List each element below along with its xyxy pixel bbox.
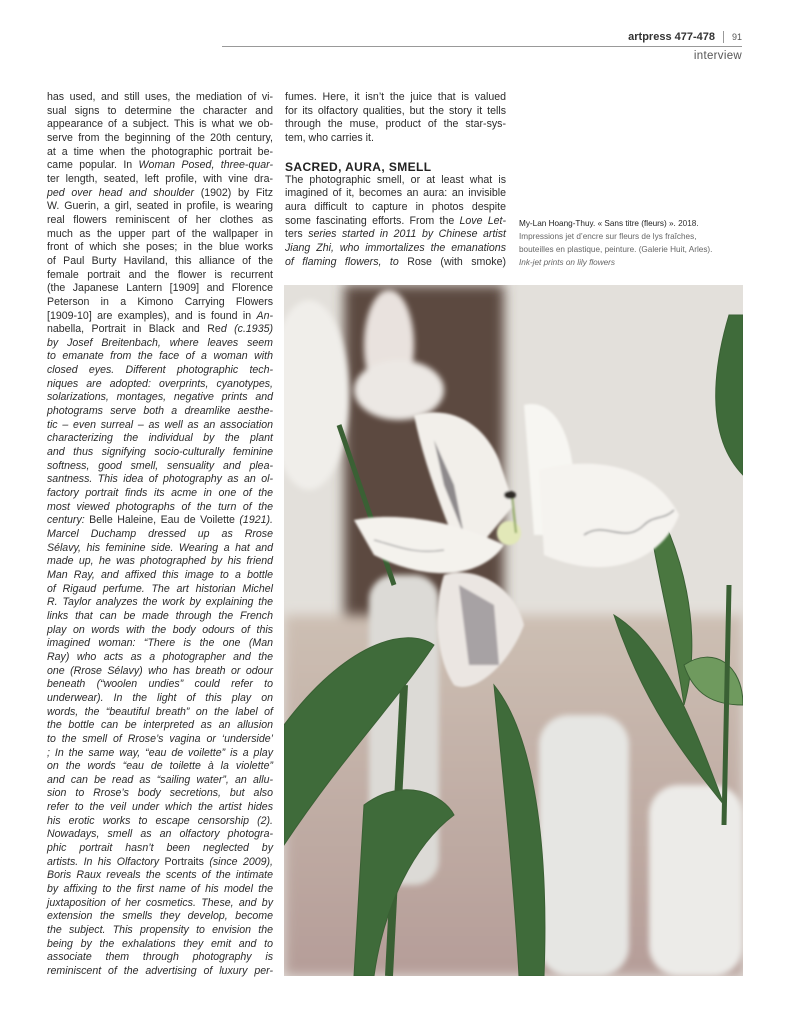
text-line — [47, 965, 273, 979]
text-line — [47, 487, 273, 501]
text-line — [47, 200, 273, 214]
text-line — [47, 255, 273, 269]
text-line — [47, 624, 273, 638]
italic-title: closed eyes. Different photographic tech- — [47, 364, 273, 377]
text-line — [47, 364, 273, 378]
italic-title: An- — [256, 309, 273, 322]
text-line — [47, 951, 273, 965]
photo-caption — [519, 217, 759, 269]
text-line — [47, 610, 273, 624]
text-run: front of which she poses; in the blue works — [47, 241, 273, 254]
text-line — [47, 187, 273, 201]
italic-title: characterizing the individual by the plant — [47, 432, 273, 445]
text-line — [285, 174, 506, 188]
text-line — [47, 924, 273, 938]
text-line — [47, 159, 273, 173]
text-line — [47, 337, 273, 351]
text-line — [47, 391, 273, 405]
text-run: Belle Haleine, Eau de Voilette — [89, 514, 235, 527]
italic-title: extension the smells they develop, become — [47, 910, 273, 923]
text-line — [47, 542, 273, 556]
italic-title: Sélavy, his feminine side. Wearing a hat and — [47, 541, 273, 554]
text-line — [47, 828, 273, 842]
text-line — [47, 678, 273, 692]
text-line — [47, 569, 273, 583]
italic-title: associate them through photography is — [47, 951, 273, 964]
italic-title: photograms serve both a dreamlike aesthe- — [47, 405, 273, 418]
text-line — [47, 869, 273, 883]
italic-title: Love Let- — [459, 214, 507, 227]
text-line — [47, 269, 273, 283]
text-line — [285, 91, 506, 105]
italic-title: niques are adopted: overprints, cyanotypes, — [47, 377, 273, 390]
text-line — [47, 842, 273, 856]
page-header — [222, 30, 742, 62]
text-run: ter length, seated, left profile, with vine dra- — [47, 172, 273, 185]
italic-title: beneath (“woolen undies” could refer to — [47, 678, 273, 691]
text-line — [47, 692, 273, 706]
text-line — [47, 787, 273, 801]
text-line — [285, 105, 506, 119]
italic-title: series started in 2011 by Chinese artist — [302, 228, 506, 241]
italic-title: the subject. This propensity to envision the — [47, 924, 273, 937]
text-line — [47, 938, 273, 952]
italic-title: R. Taylor analyzes the work by explaining the — [47, 596, 273, 609]
italic-title: Woman Posed, three-quar- — [138, 159, 273, 172]
text-run: imagined of it, becomes an aura: an invisible — [285, 187, 506, 200]
text-line — [47, 514, 273, 528]
text-run: Rose (with smoke) — [407, 255, 506, 268]
text-run: nabella, Portrait in Black and Re — [47, 323, 221, 336]
left-column-text — [47, 91, 273, 979]
italic-title: Nowadays, smell as an olfactory photogra- — [47, 828, 273, 841]
italic-title: (1921). — [234, 514, 273, 527]
text-line — [47, 350, 273, 364]
italic-title: factory portrait finds its acme in one of the — [47, 487, 273, 500]
text-line — [47, 132, 273, 146]
italic-title: imagined woman: “There is the one (Man — [47, 637, 273, 650]
text-run: at a time when the photographic portrait be- — [47, 145, 273, 158]
text-line — [47, 228, 273, 242]
lily-photo-illustration — [284, 285, 743, 976]
italic-title: Jiang Zhi, who immortalizes the emanations — [285, 241, 506, 254]
text-line — [47, 747, 273, 761]
text-line — [47, 583, 273, 597]
text-line — [285, 242, 506, 256]
text-line — [285, 187, 506, 201]
text-line — [47, 296, 273, 310]
text-line — [47, 378, 273, 392]
text-run: real flowers reminiscent of her clothes as — [47, 213, 273, 226]
italic-title: words, the “beautiful breath” on the label of — [47, 705, 273, 718]
italic-title: underwear). In the light of this play on — [47, 691, 273, 704]
text-line — [47, 405, 273, 419]
italic-title: softness, good smell, sensuality and plea- — [47, 459, 273, 472]
text-line — [47, 815, 273, 829]
text-run: some fascinating efforts. From the — [285, 214, 460, 227]
italic-title: most viewed photographs of the turn of the — [47, 500, 273, 513]
text-line — [47, 446, 273, 460]
text-line — [47, 118, 273, 132]
text-run: of Paul Burty Haviland, this alliance of the — [47, 254, 273, 267]
text-line — [47, 637, 273, 651]
magazine-title: artpress 477-478 — [628, 31, 715, 43]
italic-title: sion to Rrose’s body secretions, but also — [47, 787, 273, 800]
text-run: through the muse, product of the star-sys- — [285, 118, 506, 131]
italic-title: links that can be made through the French — [47, 609, 273, 622]
text-run: (the Japanese Lantern [1909] and Florence — [47, 282, 273, 295]
text-line — [47, 241, 273, 255]
italic-title: solarizations, montages, negative prints and — [47, 391, 273, 404]
text-line — [47, 706, 273, 720]
header-rule — [222, 46, 742, 47]
text-line — [47, 460, 273, 474]
italic-title: on the words “eau de toilette à la violette” — [47, 760, 273, 773]
text-line — [47, 146, 273, 160]
text-line — [47, 596, 273, 610]
text-line — [285, 215, 506, 229]
italic-title: being by the exhalations they emit and to — [47, 937, 273, 950]
italic-title: one (Rrose Sélavy) who has breath or odour — [47, 664, 273, 677]
italic-title: and can be read as “sailing water”, an allu- — [47, 773, 273, 786]
text-line — [47, 105, 273, 119]
text-line — [47, 528, 273, 542]
text-line — [47, 419, 273, 433]
italic-title: of flaming flowers, to — [285, 255, 408, 268]
italic-title: phic portrait hasn’t been neglected by — [47, 842, 273, 855]
text-run: has used, and still uses, the mediation of vi- — [47, 91, 273, 103]
text-line — [47, 173, 273, 187]
italic-title: of Rigaud perfume. The art historian Michel — [47, 582, 273, 595]
italic-title: tic – even surreal – as well as an association — [47, 418, 273, 431]
italic-title: his erotic works to escape censorship (2). — [47, 814, 273, 827]
text-line — [47, 774, 273, 788]
italic-title: to emanate from the face of a woman with — [47, 350, 273, 363]
caption-year: 2018. — [675, 219, 699, 228]
italic-title: Boris Raux reveals the scents of the intimate — [47, 869, 273, 882]
text-line — [47, 501, 273, 515]
text-line — [47, 214, 273, 228]
page-number: 91 — [731, 32, 742, 42]
text-line — [285, 118, 506, 132]
middle-column-intro — [285, 91, 506, 146]
italic-title: santness. This idea of photography as an ol- — [47, 473, 273, 486]
text-run: fumes. Here, it isn’t the juice that is valued — [285, 91, 506, 103]
text-run: serve from the beginning of the 20th century, — [47, 131, 273, 144]
text-run: tem, who carries it. — [285, 131, 374, 144]
text-run: W. Guerin, a girl, seated in profile, is wearing — [47, 200, 273, 213]
italic-title: to the smell of Rrose’s vagina or ‘underside’ — [47, 732, 273, 745]
text-line — [47, 91, 273, 105]
text-run: Portraits — [164, 855, 204, 868]
text-run: much as the upper part of the wallpaper in — [47, 227, 273, 240]
text-run: [1909-10] are examples), and is found in — [47, 309, 257, 322]
text-line — [47, 555, 273, 569]
text-line — [47, 910, 273, 924]
text-line — [47, 801, 273, 815]
caption-line-french-1: Impressions jet d’encre sur fleurs de lys fraîches, — [519, 232, 697, 241]
caption-line-french-2: bouteilles en plastique, peinture. (Galerie Huit, Arles). — [519, 245, 713, 254]
text-run: (1902) by Fitz — [194, 186, 273, 199]
text-line — [47, 760, 273, 774]
text-line — [47, 432, 273, 446]
text-line — [47, 310, 273, 324]
text-run: Peterson in a Kimono Carrying Flowers — [47, 295, 273, 308]
italic-title: century: — [47, 514, 90, 527]
text-run: ters — [285, 228, 303, 241]
italic-title: by affixing to the first name of his model the — [47, 883, 273, 896]
italic-title: the bottle can be interpreted as an allusion — [47, 719, 273, 732]
middle-column-text — [285, 91, 506, 269]
text-run: The photographic smell, or at least what is — [285, 173, 506, 186]
text-run: aura difficult to capture in photos despite — [285, 200, 506, 213]
italic-title: Man Ray, and affixed this image to a bottle — [47, 568, 273, 581]
text-line — [285, 228, 506, 242]
text-run: came popular. In — [47, 159, 139, 172]
caption-artist-title: My-Lan Hoang-Thuy. « Sans titre (fleurs) ». — [519, 219, 676, 228]
italic-title: reminiscent of the advertising of luxury per- — [47, 965, 273, 977]
text-line — [47, 651, 273, 665]
italic-title: (since 2009), — [203, 855, 273, 868]
text-line — [47, 665, 273, 679]
section-label: interview — [693, 50, 742, 62]
text-line — [47, 733, 273, 747]
text-line — [47, 473, 273, 487]
text-line — [47, 883, 273, 897]
italic-title: by Josef Breitenbach, where leaves seem — [47, 336, 273, 349]
italic-title: refer to the veil under which the artist hides — [47, 801, 273, 814]
italic-title: ; In the same way, “eau de voilette” is a play — [47, 746, 273, 759]
text-run: for its olfactory qualities, but the story it tells — [285, 104, 506, 117]
italic-title: juxtaposition of her cosmetics. These, and by — [47, 896, 273, 909]
text-line — [47, 897, 273, 911]
text-run: appearance of a subject. This is what we ob- — [47, 118, 273, 131]
text-run: female portrait and the flower is recurrent — [47, 268, 273, 281]
italic-title: ped over head and shoulder — [47, 186, 194, 199]
text-run: sual signs to determine the character and — [47, 104, 273, 117]
italic-title: artists. In his Olfactory — [47, 855, 165, 868]
text-line — [47, 282, 273, 296]
header-separator — [723, 31, 724, 43]
artwork-photo — [284, 285, 743, 976]
text-line — [47, 323, 273, 337]
italic-title: play on words with the body odours of this — [47, 623, 273, 636]
italic-title: d (c.1935) — [220, 323, 274, 336]
text-line — [285, 256, 506, 270]
middle-column-body — [285, 174, 506, 270]
section-heading: SACRED, AURA, SMELL — [285, 159, 432, 174]
caption-line-english — [519, 256, 759, 269]
text-line — [285, 201, 506, 215]
italic-title: Ray) who acts as a photographer and the — [47, 650, 273, 663]
text-line — [285, 132, 506, 146]
italic-title: made up, he was photographed by his friend — [47, 555, 273, 568]
italic-title: and thus signifying socio-culturally feminine — [47, 446, 273, 459]
caption-english-text: Ink-jet prints on lily flowers — [519, 258, 616, 267]
text-line — [47, 856, 273, 870]
text-line — [47, 719, 273, 733]
italic-title: Marcel Duchamp dressed up as Rrose — [47, 528, 273, 540]
